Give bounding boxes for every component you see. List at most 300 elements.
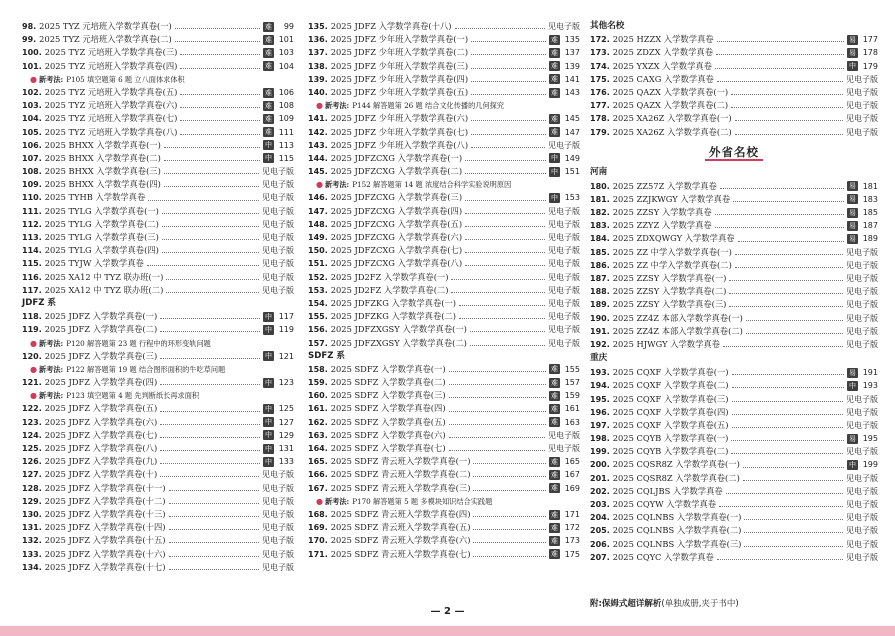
entry-title: 2025 TYLG 入学数学真卷(一) <box>44 205 159 216</box>
entry-number: 163. <box>308 430 328 440</box>
toc-entry[interactable] <box>590 458 878 471</box>
toc-entry[interactable] <box>590 112 878 125</box>
dot-leader <box>160 331 260 332</box>
toc-entry[interactable] <box>22 429 294 442</box>
difficulty-badge: 中 <box>265 325 272 334</box>
toc-entry[interactable] <box>590 485 878 498</box>
toc-entry[interactable] <box>22 152 294 165</box>
electronic-version-label: 见电子版 <box>846 114 878 124</box>
dot-leader <box>473 556 546 557</box>
toc-entry[interactable] <box>590 325 878 338</box>
entry-title: 2025 JDFZ 入学数学真卷(十五) <box>44 535 166 546</box>
entry-page: 135 <box>564 35 580 45</box>
toc-entry[interactable] <box>22 271 294 284</box>
toc-entry[interactable] <box>308 363 580 376</box>
entry-page: 149 <box>564 153 580 163</box>
entry-page: 151 <box>564 167 580 177</box>
toc-entry[interactable] <box>22 191 294 204</box>
toc-entry[interactable] <box>308 205 580 218</box>
dot-leader <box>717 559 843 560</box>
electronic-version-label: 见电子版 <box>846 74 878 84</box>
toc-entry[interactable] <box>22 86 294 99</box>
entry-title: 2025 JDFZ 入学数学真卷(八) <box>44 443 158 453</box>
dot-leader <box>735 254 843 255</box>
toc-entry[interactable] <box>22 376 294 389</box>
toc-entry[interactable] <box>308 310 580 323</box>
toc-entry[interactable] <box>308 126 580 139</box>
entry-page: 123 <box>278 378 294 388</box>
toc-entry[interactable] <box>22 508 294 521</box>
entry-number: 169. <box>308 523 328 533</box>
dot-leader <box>731 107 843 108</box>
entry-title: 2025 JDFZ 少年班入学数学真卷(一) <box>330 34 469 45</box>
entry-title: 2025 SDFZ 青云班入学数学真卷(六) <box>330 535 471 546</box>
entry-number: 103. <box>22 101 42 111</box>
toc-entry[interactable] <box>22 350 294 363</box>
entry-title: 2025 JDFZ 少年班入学数学真卷(六) <box>330 113 469 124</box>
entry-number: 131. <box>22 523 42 533</box>
entry-number: 183. <box>590 221 610 231</box>
entry-page: 157 <box>564 378 580 388</box>
toc-entry[interactable] <box>308 60 580 73</box>
toc-entry[interactable] <box>308 442 580 455</box>
entry-title: 2025 CQYB 入学数学真卷(一) <box>612 433 729 444</box>
toc-entry[interactable] <box>590 259 878 272</box>
toc-entry[interactable] <box>308 548 580 561</box>
dot-leader <box>473 463 546 464</box>
entry-number: 144. <box>308 153 328 163</box>
toc-entry[interactable] <box>590 472 878 485</box>
dot-leader <box>449 411 546 412</box>
toc-entry[interactable] <box>590 99 878 112</box>
electronic-version-label: 见电子版 <box>548 140 580 150</box>
dot-leader <box>465 252 545 253</box>
toc-entry[interactable] <box>590 524 878 537</box>
toc-entry[interactable] <box>308 284 580 297</box>
entry-title: 2025 SDFZ 入学数学真卷(五) <box>330 416 446 427</box>
difficulty-badge: 难 <box>551 484 558 493</box>
dot-leader <box>471 147 545 148</box>
toc-entry[interactable] <box>22 548 294 561</box>
toc-entry[interactable] <box>22 561 294 574</box>
electronic-version-label: 见电子版 <box>548 430 580 440</box>
entry-page: 104 <box>278 61 294 71</box>
entry-title: 2025 JDFZCXG 入学数学真卷(三) <box>330 192 463 203</box>
toc-entry[interactable] <box>590 73 878 86</box>
toc-entry[interactable] <box>22 33 294 46</box>
toc-entry[interactable] <box>308 191 580 204</box>
entry-number: 125. <box>22 444 42 453</box>
dot-leader <box>147 265 259 266</box>
dot-leader <box>180 107 260 108</box>
entry-number: 174. <box>590 61 610 71</box>
dot-leader <box>459 318 545 319</box>
entry-number: 175. <box>590 74 610 84</box>
dot-leader <box>471 120 546 121</box>
entry-title: 2025 QAZX 入学数学真卷(二) <box>612 100 729 111</box>
toc-entry[interactable] <box>590 60 878 73</box>
dot-leader <box>180 54 260 55</box>
toc-entry[interactable] <box>590 538 878 551</box>
toc-entry[interactable] <box>308 152 580 165</box>
toc-entry[interactable] <box>22 46 294 59</box>
electronic-version-label: 见电子版 <box>262 285 294 295</box>
entry-number: 145. <box>308 167 328 177</box>
note-text: P105 填空题第 6 题 立八面体求体积 <box>66 74 185 84</box>
entry-number: 206. <box>590 539 610 549</box>
dot-leader <box>738 241 844 242</box>
dot-leader <box>471 68 546 69</box>
difficulty-badge: 难 <box>551 378 558 387</box>
entry-number: 135. <box>308 22 328 31</box>
dot-leader <box>169 490 260 491</box>
toc-entry[interactable] <box>308 455 580 468</box>
toc-entry[interactable] <box>22 468 294 481</box>
toc-entry[interactable] <box>590 86 878 99</box>
entry-title: 2025 JD2FZ 入学数学真卷(一) <box>330 271 449 282</box>
toc-entry[interactable] <box>22 20 294 33</box>
dot-leader <box>160 411 260 412</box>
toc-entry[interactable] <box>590 393 878 406</box>
toc-entry[interactable] <box>308 323 580 336</box>
electronic-version-label: 见电子版 <box>262 523 294 533</box>
difficulty-badge: 难 <box>265 128 272 137</box>
toc-entry[interactable] <box>22 323 294 336</box>
electronic-version-label: 见电子版 <box>846 539 878 549</box>
note-text: P144 解答题第 26 题 结合文化传播的几何探究 <box>352 101 505 111</box>
toc-entry[interactable] <box>308 376 580 389</box>
toc-entry[interactable] <box>22 178 294 191</box>
entry-number: 201. <box>590 473 610 483</box>
difficulty-badge: 难 <box>551 114 558 123</box>
toc-entry[interactable] <box>590 312 878 325</box>
entry-page: 125 <box>278 404 294 414</box>
entry-number: 199. <box>590 447 610 457</box>
entry-title: 2025 CQXF 入学数学真卷(五) <box>612 419 729 430</box>
entry-title: 2025 SDFZ 入学数学真卷(三) <box>330 390 446 401</box>
entry-title: 2025 TYZ 元培班入学数学真卷(二) <box>39 34 172 45</box>
entry-number: 114. <box>22 246 42 256</box>
electronic-version-label: 见电子版 <box>548 285 580 295</box>
entry-number: 168. <box>308 509 328 519</box>
entry-number: 158. <box>308 364 328 374</box>
dot-leader <box>731 94 843 95</box>
toc-entry[interactable] <box>308 165 580 178</box>
toc-entry[interactable] <box>308 389 580 402</box>
toc-entry[interactable] <box>22 60 294 73</box>
dot-leader <box>471 41 546 42</box>
toc-entry[interactable] <box>590 272 878 285</box>
toc-entry[interactable] <box>22 455 294 468</box>
dot-leader <box>471 81 546 82</box>
toc-entry[interactable] <box>22 257 294 270</box>
entry-title: 2025 SDFZ 入学数学真卷(二) <box>330 377 446 388</box>
toc-entry[interactable] <box>590 285 878 298</box>
toc-entry[interactable] <box>590 219 878 232</box>
note-label: 新考法: <box>324 101 350 111</box>
toc-entry[interactable] <box>22 126 294 139</box>
dot-leader <box>729 293 843 294</box>
difficulty-badge: 难 <box>551 510 558 519</box>
difficulty-badge: 难 <box>551 75 558 84</box>
toc-entry[interactable] <box>22 495 294 508</box>
toc-entry[interactable] <box>22 482 294 495</box>
toc-entry[interactable] <box>308 73 580 86</box>
dot-leader <box>160 384 260 385</box>
entry-number: 157. <box>308 338 328 348</box>
dot-leader <box>733 201 844 202</box>
dot-leader <box>715 214 844 215</box>
entry-title: 2025 ZZ4Z 本部入学数学真卷(一) <box>612 312 743 323</box>
toc-entry[interactable] <box>590 366 878 379</box>
toc-entry[interactable] <box>308 402 580 415</box>
entry-page: 101 <box>278 35 294 45</box>
entry-number: 186. <box>590 260 610 270</box>
difficulty-badge: 难 <box>551 470 558 479</box>
toc-entry[interactable] <box>22 218 294 231</box>
entry-page: 191 <box>862 368 878 378</box>
electronic-version-label: 见电子版 <box>262 233 294 242</box>
toc-entry[interactable] <box>308 231 580 244</box>
entry-title: 2025 JDFZ 入学数学真卷(十一) <box>44 482 166 493</box>
dot-leader <box>470 345 545 346</box>
dot-leader <box>169 569 260 570</box>
toc-entry[interactable] <box>22 165 294 178</box>
electronic-version-label: 见电子版 <box>548 259 580 269</box>
toc-entry[interactable] <box>22 284 294 297</box>
toc-entry[interactable] <box>308 482 580 495</box>
toc-entry[interactable] <box>590 551 878 564</box>
bottom-decor-bar <box>0 626 895 636</box>
entry-number: 197. <box>590 420 610 430</box>
entry-page: 106 <box>278 87 294 97</box>
toc-entry[interactable] <box>22 534 294 547</box>
entry-title: 2025 CQXF 入学数学真卷(三) <box>612 393 729 404</box>
toc-entry[interactable] <box>308 139 580 152</box>
region-title: 河南 <box>590 166 608 177</box>
entry-number: 108. <box>22 167 42 177</box>
entry-title: 2025 JDFZKG 入学数学真卷(一) <box>330 297 457 308</box>
toc-entry[interactable] <box>590 126 878 139</box>
toc-entry[interactable] <box>590 206 878 219</box>
entry-number: 162. <box>308 417 328 427</box>
toc-entry[interactable] <box>590 193 878 206</box>
toc-entry[interactable] <box>590 498 878 511</box>
toc-entry[interactable] <box>308 521 580 534</box>
difficulty-badge: 中 <box>265 154 272 163</box>
electronic-version-label: 见电子版 <box>846 274 878 283</box>
entry-number: 196. <box>590 407 610 417</box>
difficulty-badge: 中 <box>265 457 272 466</box>
dot-leader <box>715 227 844 228</box>
toc-entry[interactable] <box>590 379 878 392</box>
entry-page: 193 <box>862 381 878 391</box>
electronic-version-label: 见电子版 <box>846 260 878 270</box>
toc-entry[interactable] <box>308 20 580 33</box>
electronic-version-label: 见电子版 <box>846 326 878 336</box>
electronic-version-label: 见电子版 <box>846 420 878 430</box>
entry-title: 2025 ZZ57Z 入学数学真卷 <box>612 180 717 191</box>
electronic-version-label: 见电子版 <box>548 298 580 308</box>
entry-title: 2025 JDFZ 入学数学真卷(十四) <box>44 522 166 533</box>
entry-title: 2025 JDFZ 少年班入学数学真卷(三) <box>330 60 469 71</box>
entry-title: 2025 CAXG 入学数学真卷 <box>612 73 714 84</box>
dot-leader <box>717 41 844 42</box>
dot-leader <box>148 200 259 201</box>
location-pin-icon: ● <box>316 496 323 506</box>
dot-leader <box>162 226 259 227</box>
difficulty-badge: 中 <box>265 378 272 387</box>
toc-entry[interactable] <box>22 442 294 455</box>
difficulty-badge: 中 <box>849 381 856 390</box>
toc-entry[interactable] <box>308 218 580 231</box>
electronic-version-label: 见电子版 <box>846 486 878 496</box>
entry-number: 132. <box>22 536 42 546</box>
location-pin-icon: ● <box>316 180 323 190</box>
toc-entry[interactable] <box>308 416 580 429</box>
toc-entry[interactable] <box>22 231 294 244</box>
dot-leader <box>160 318 260 319</box>
entry-title: 2025 JDFZ 少年班入学数学真卷(五) <box>330 86 469 97</box>
electronic-version-label: 见电子版 <box>846 447 878 457</box>
entry-title: 2025 CQYC 入学数学真卷 <box>612 551 714 562</box>
electronic-version-label: 见电子版 <box>846 247 878 257</box>
entry-number: 106. <box>22 140 42 150</box>
toc-entry[interactable] <box>308 297 580 310</box>
entry-title: 2025 JDFZ 入学数学真卷(二) <box>44 324 158 335</box>
entry-page: 181 <box>862 181 878 191</box>
dot-leader <box>473 529 546 530</box>
entry-number: 143. <box>308 140 328 150</box>
electronic-version-label: 见电子版 <box>846 300 878 310</box>
dot-leader <box>732 401 843 402</box>
toc-entry[interactable] <box>590 298 878 311</box>
toc-entry[interactable] <box>308 271 580 284</box>
toc-entry[interactable] <box>22 205 294 218</box>
difficulty-badge: 易 <box>849 48 856 57</box>
toc-entry[interactable] <box>308 257 580 270</box>
toc-entry[interactable] <box>308 534 580 547</box>
toc-entry[interactable] <box>308 429 580 442</box>
toc-entry[interactable] <box>22 244 294 257</box>
entry-title: 2025 ZZSY 入学数学真卷 <box>612 207 712 218</box>
entry-number: 180. <box>590 181 610 191</box>
toc-entry[interactable] <box>590 232 878 245</box>
entry-title: 2025 JDFZ 入学数学真卷(五) <box>44 403 158 414</box>
toc-entry[interactable] <box>22 521 294 534</box>
toc-entry[interactable] <box>308 244 580 257</box>
entry-title: 2025 TYZ 元培班入学数学真卷(三) <box>44 47 178 58</box>
entry-number: 202. <box>590 486 610 496</box>
difficulty-badge: 难 <box>265 35 272 44</box>
entry-title: 2025 TYLG 入学数学真卷(三) <box>44 232 159 242</box>
dot-leader <box>470 331 545 332</box>
dot-leader <box>732 387 844 388</box>
difficulty-badge: 中 <box>265 418 272 427</box>
entry-title: 2025 CQLNBS 入学数学真卷(二) <box>612 525 742 536</box>
toc-entry[interactable] <box>590 180 878 193</box>
toc-entry[interactable] <box>590 445 878 458</box>
difficulty-badge: 难 <box>551 35 558 44</box>
entry-number: 98. <box>22 22 37 31</box>
toc-entry[interactable] <box>590 432 878 445</box>
toc-entry[interactable] <box>590 406 878 419</box>
toc-entry[interactable] <box>590 511 878 524</box>
difficulty-badge: 易 <box>849 35 856 44</box>
entry-title: 2025 CQXF 入学数学真卷(二) <box>612 380 729 391</box>
entry-page: 161 <box>564 404 580 414</box>
entry-number: 166. <box>308 470 328 480</box>
entry-number: 194. <box>590 381 610 391</box>
toc-entry[interactable] <box>308 86 580 99</box>
electronic-version-label: 见电子版 <box>262 206 294 216</box>
dot-leader <box>160 463 260 464</box>
toc-entry[interactable] <box>308 337 580 350</box>
difficulty-badge: 难 <box>551 62 558 71</box>
entry-number: 179. <box>590 127 610 137</box>
dot-leader <box>717 81 843 82</box>
entry-page: 129 <box>278 430 294 440</box>
toc-entry[interactable] <box>308 468 580 481</box>
electronic-version-label: 见电子版 <box>262 219 294 229</box>
dot-leader <box>735 134 843 135</box>
entry-number: 192. <box>590 339 610 349</box>
section-heading-text: 外省名校 <box>705 145 763 161</box>
dot-leader <box>449 384 546 385</box>
entry-page: 108 <box>278 101 294 111</box>
dot-leader <box>732 414 843 415</box>
toc-entry[interactable] <box>22 139 294 152</box>
dot-leader <box>465 213 545 214</box>
entry-title: 2025 JDFZ 少年班入学数学真卷(二) <box>330 47 469 58</box>
electronic-version-label: 见电子版 <box>846 500 878 509</box>
toc-entry[interactable] <box>308 508 580 521</box>
electronic-version-label: 见电子版 <box>846 313 878 323</box>
toc-entry[interactable] <box>590 338 878 351</box>
toc-entry[interactable] <box>22 416 294 429</box>
entry-number: 117. <box>22 285 42 295</box>
toc-entry[interactable] <box>308 112 580 125</box>
entry-title: 2025 JDFZCXG 入学数学真卷(六) <box>330 232 463 242</box>
toc-entry[interactable] <box>308 33 580 46</box>
entry-number: 188. <box>590 287 610 297</box>
toc-entry[interactable] <box>22 99 294 112</box>
electronic-version-label: 见电子版 <box>548 219 580 229</box>
entry-page: 185 <box>862 208 878 218</box>
toc-entry[interactable] <box>590 246 878 259</box>
toc-column-3 <box>590 20 878 564</box>
entry-number: 119. <box>22 325 42 335</box>
entry-page: 169 <box>564 483 580 493</box>
entry-page: 117 <box>278 312 294 322</box>
toc-entry[interactable] <box>22 310 294 323</box>
toc-entry[interactable] <box>590 419 878 432</box>
entry-number: 138. <box>308 61 328 71</box>
electronic-version-label: 见电子版 <box>846 127 878 137</box>
toc-entry[interactable] <box>22 112 294 125</box>
dot-leader <box>720 188 844 189</box>
dot-leader <box>744 519 843 520</box>
toc-entry[interactable] <box>22 402 294 415</box>
toc-entry[interactable] <box>590 46 878 59</box>
entry-number: 140. <box>308 87 328 97</box>
difficulty-badge: 难 <box>551 523 558 532</box>
toc-entry[interactable] <box>308 46 580 59</box>
toc-entry[interactable] <box>590 33 878 46</box>
entry-title: 2025 SDFZ 入学数学真卷(六) <box>330 429 446 440</box>
dot-leader <box>729 280 843 281</box>
entry-page: 121 <box>278 351 294 361</box>
